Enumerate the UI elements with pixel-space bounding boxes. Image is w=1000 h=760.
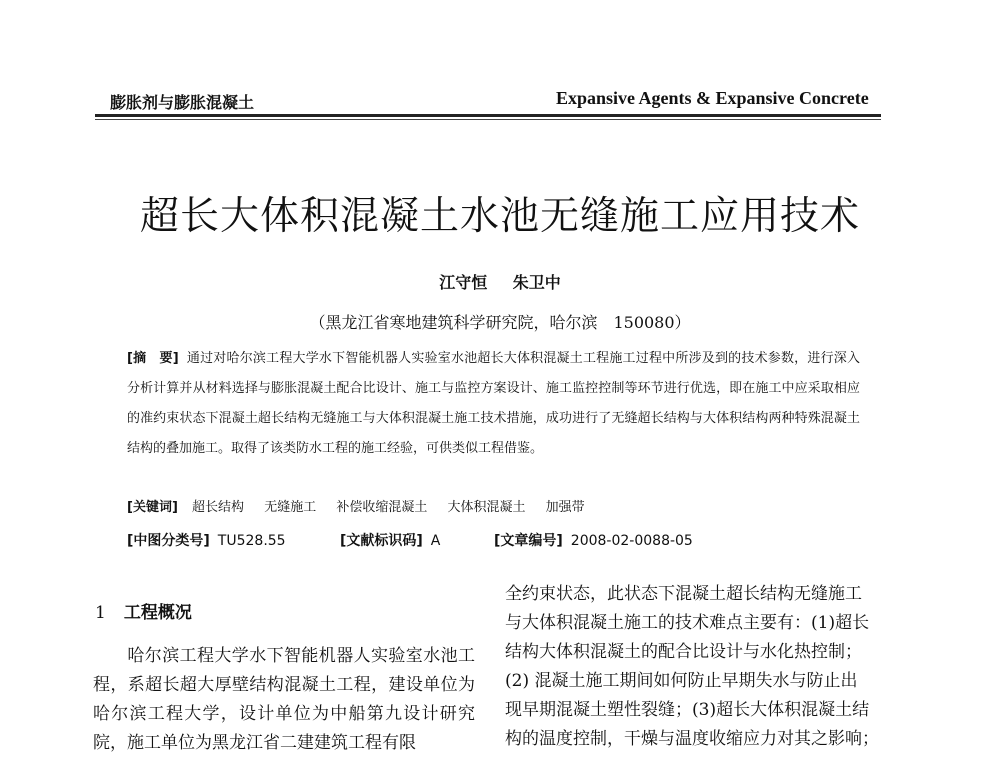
running-header-left: 膨胀剂与膨胀混凝土 — [110, 93, 255, 112]
section-number: 1 — [95, 603, 106, 623]
paper-title: 超长大体积混凝土水池无缝施工应用技术 — [139, 194, 860, 239]
abstract-label: [摘 要] — [127, 351, 179, 366]
abstract — [127, 344, 860, 464]
article-number-value: 2008-02-0088-05 — [570, 533, 693, 549]
clc-number — [127, 530, 286, 550]
section-paragraph: 哈尔滨工程大学水下智能机器人实验室水池工程，系超长超大厚壁结构混凝土工程，建设单位为哈尔滨工程大学，设计单位为中船第九设计研究院，施工单位为黑龙江省二建建筑工程有限 — [93, 646, 475, 753]
running-header-right: Expansive Agents & Expansive Concrete — [556, 88, 869, 108]
header-rule-thick — [95, 114, 881, 117]
clc-value: TU528.55 — [217, 533, 286, 549]
section-title: 工程概况 — [123, 603, 192, 623]
text-line: 与大体积混凝土施工的技术难点主要有：(1)超长 — [505, 613, 870, 633]
text-line: 全约束状态，此状态下混凝土超长结构无缝施工 — [505, 584, 862, 604]
keyword: 超长结构 — [192, 500, 245, 515]
document-code — [340, 530, 440, 550]
article-number-label: [文章编号] — [494, 533, 563, 549]
article-number — [494, 530, 693, 550]
left-column-text — [93, 642, 475, 758]
keyword: 大体积混凝土 — [447, 500, 526, 515]
text-line: 构的温度控制，干燥与温度收缩应力对其之影响； — [505, 729, 879, 749]
keyword: 加强带 — [545, 500, 585, 515]
document-code-label: [文献标识码] — [340, 533, 423, 549]
keywords-label: [关键词] — [127, 500, 178, 515]
affiliation: （黑龙江省寒地建筑科学研究院，哈尔滨 150080） — [309, 313, 691, 332]
keywords — [127, 496, 601, 515]
abstract-text: 通过对哈尔滨工程大学水下智能机器人实验室水池超长大体积混凝土工程施工过程中所涉及到的技术参数，进行深入分析计算并从材料选择与膨胀混凝土配合比设计、施工与监控方案设计、施工监控控制等环节进行优选，即在施工中应采取相应的准约束状态下混凝土超长结构无缝施工与大体积混凝土施工技术措施，成功进行了无缝超长结构与大体积结构两种特殊混凝土结构的叠加施工。取得了该类防水工程的施工经验，可供类似工程借鉴。 — [127, 351, 860, 456]
document-code-value: A — [430, 533, 441, 549]
header-rule-thin — [95, 119, 881, 120]
keyword: 补偿收缩混凝土 — [336, 500, 428, 515]
text-line: 结构大体积混凝土的配合比设计与水化热控制； — [505, 642, 862, 662]
keyword: 无缝施工 — [264, 500, 317, 515]
author-name: 江守恒 — [439, 273, 488, 292]
text-line: (2) 混凝土施工期间如何防止早期失水与防止出 — [505, 671, 858, 691]
section-heading — [95, 598, 192, 623]
author-list — [0, 270, 1000, 293]
text-line: 现早期混凝土塑性裂缝；(3)超长大体积混凝土结 — [505, 700, 870, 720]
right-column-text — [505, 580, 895, 754]
clc-label: [中图分类号] — [127, 533, 210, 549]
author-name: 朱卫中 — [512, 273, 561, 292]
